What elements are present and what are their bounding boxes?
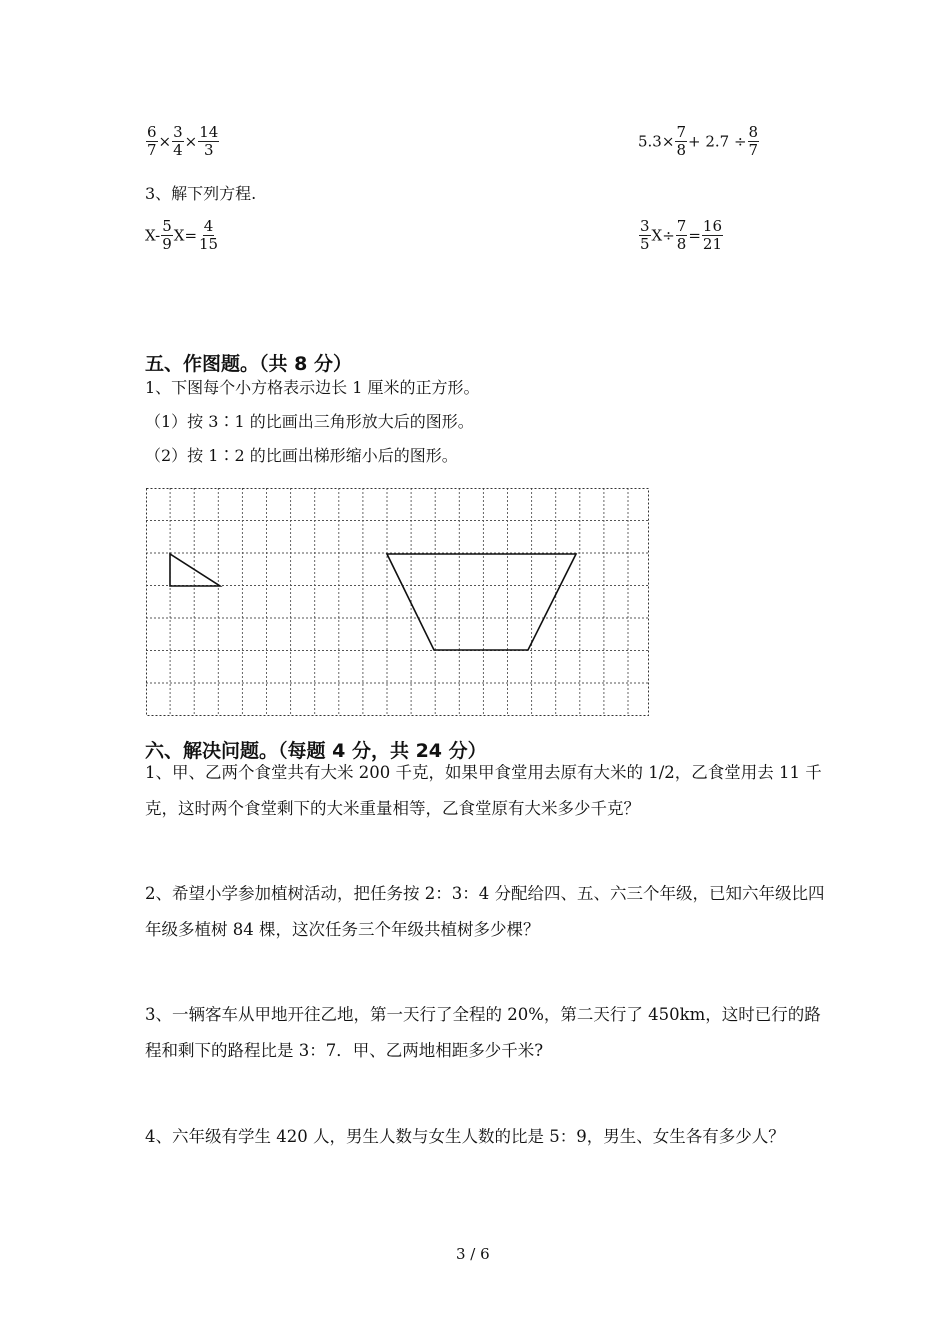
fraction: $\frac{3}{4}$: [173, 123, 183, 159]
question-2: 2、希望小学参加植树活动，把任务按 2：3：4 分配给四、五、六三个年级，已知六年级比四年级多植树 84 棵，这次任务三个年级共植树多少棵？: [145, 884, 825, 939]
fraction: $\frac{5}{9}$: [162, 217, 172, 253]
page-number: 3 / 6: [456, 1245, 490, 1263]
question-1: 1、甲、乙两个食堂共有大米 200 千克，如果甲食堂用去原有大米的 1/2，乙食堂用去 11 千克，这时两个食堂剩下的大米重量相等，乙食堂原有大米多少千克？: [145, 763, 822, 818]
section5-q1b: （2）按 1∶2 的比画出梯形缩小后的图形。: [145, 446, 458, 465]
triangle-shape: [170, 554, 220, 586]
calc-right: 5.3× $\frac{7}{8}$ + 2.7 ÷ $\frac{8}{7}$: [638, 123, 759, 159]
equation-left: X- $\frac{5}{9}$ X= $\frac{4}{15}$: [145, 217, 219, 253]
drawing-grid: [146, 488, 652, 718]
section5-q1a: （1）按 3∶1 的比画出三角形放大后的图形。: [145, 412, 474, 431]
section5-heading: 五、作图题。（共 8 分）: [145, 353, 352, 375]
calc-left: $\frac{6}{7}$ × $\frac{3}{4}$ × $\frac{14}{3}$: [147, 123, 219, 159]
section5-q1: 1、下图每个小方格表示边长 1 厘米的正方形。: [145, 378, 480, 397]
fraction: $\frac{8}{7}$: [748, 123, 759, 159]
trapezoid-shape: [387, 554, 576, 650]
question-4: 4、六年级有学生 420 人，男生人数与女生人数的比是 5：9，男生、女生各有多少人？: [145, 1127, 785, 1146]
fraction: $\frac{7}{8}$: [676, 217, 687, 253]
question-3: 3、一辆客车从甲地开往乙地，第一天行了全程的 20%，第二天行了 450km，这时已行的路程和剩下的路程比是 3：7．甲、乙两地相距多少千米?: [145, 1005, 821, 1060]
fraction: $\frac{4}{15}$: [199, 217, 219, 253]
equation-right: $\frac{3}{5}$ X÷ $\frac{7}{8}$ = $\frac{16}{21}$: [640, 217, 723, 253]
fraction: $\frac{6}{7}$: [147, 123, 157, 159]
fraction: $\frac{16}{21}$: [702, 217, 723, 253]
fraction: $\frac{7}{8}$: [676, 123, 686, 159]
fraction: $\frac{14}{3}$: [199, 123, 219, 159]
section3-title: 3、解下列方程.: [145, 184, 257, 203]
fraction: $\frac{3}{5}$: [640, 217, 650, 253]
section6-heading: 六、解决问题。（每题 4 分，共 24 分）: [145, 740, 487, 762]
